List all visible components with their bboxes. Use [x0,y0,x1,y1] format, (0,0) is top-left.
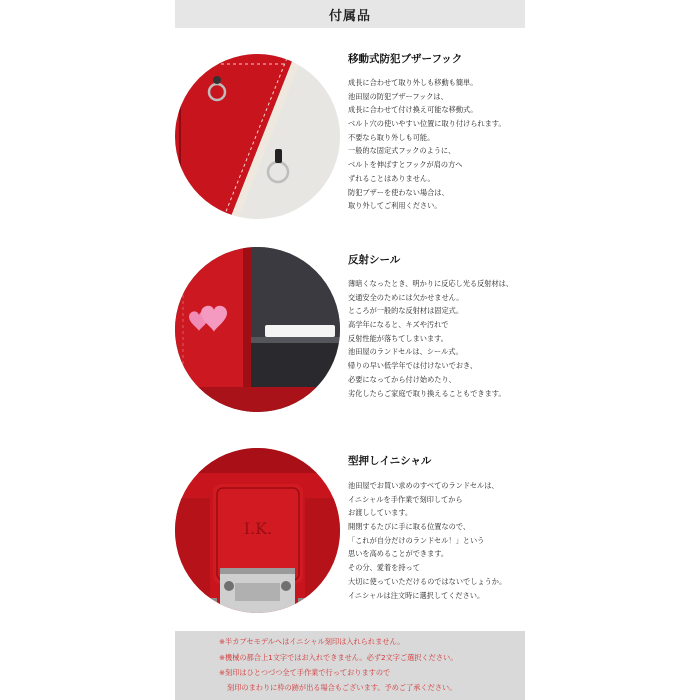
section-text-initials: 池田屋でお買い求めのすべてのランドセルは、 イニシャルを手作業で刻印してから お渡ししています。 開閉するたびに手に取る位置なので、 「これが自分だけのランドセル！」という 思いを高めることができます。 その分、愛着を持って 大切に使っていただけるのではないでしょうか。 イニシャルは注文時に選択してください。 [348,481,507,600]
page-title: 付属品 [175,0,525,28]
buzzer-hook-photo [175,54,340,219]
embossed-initials-photo [175,448,340,613]
note-line: ※刻印はひとつづつ全て手作業で行っておりますので [219,668,391,677]
reflector-sticker-photo [175,247,340,412]
note-line: ※半カブセモデルへはイニシャル刻印は入れられません。 [219,637,405,646]
section-heading-initials: 型押しイニシャル [348,455,432,467]
section-heading-reflector: 反射シール [348,254,401,266]
note-line: 刻印のまわりに枠の跡が出る場合もございます。予めご了承ください。 [227,683,457,692]
section-heading-buzzer-hook: 移動式防犯ブザーフック [348,53,463,65]
note-line: ※機械の都合上1文字ではお入れできません。必ず2文字ご選択ください。 [219,653,458,662]
notes-box [175,631,525,700]
embossed-initials-text: I.K. [243,519,273,538]
section-text-reflector: 薄暗くなったとき、明かりに反応し光る反射材は、 交通安全のためには欠かせません。 ところが一般的な反射材は固定式。 高学年になると、キズや汚れで 反射性能が落ちてしまいます。 池田屋のランドセルは、シール式。 帰りの早い低学年では付けないでおき、 必要になってから付け始めたり、 劣化したらご家庭で取り換えることもできます。 [348,279,514,398]
section-text-buzzer-hook: 成長に合わせて取り外しも移動も簡単。 池田屋の防犯ブザーフックは、 成長に合わせて付け換え可能な移動式。 ベルト穴の使いやすい位置に取り付けられます。 不要なら取り外しも可能。 一般的な固定式フックのように、 ベルトを伸ばすとフックが肩の方へ ずれることはありません。 防犯ブザーを使わない場合は、 取り外してご利用ください。 [348,78,506,211]
